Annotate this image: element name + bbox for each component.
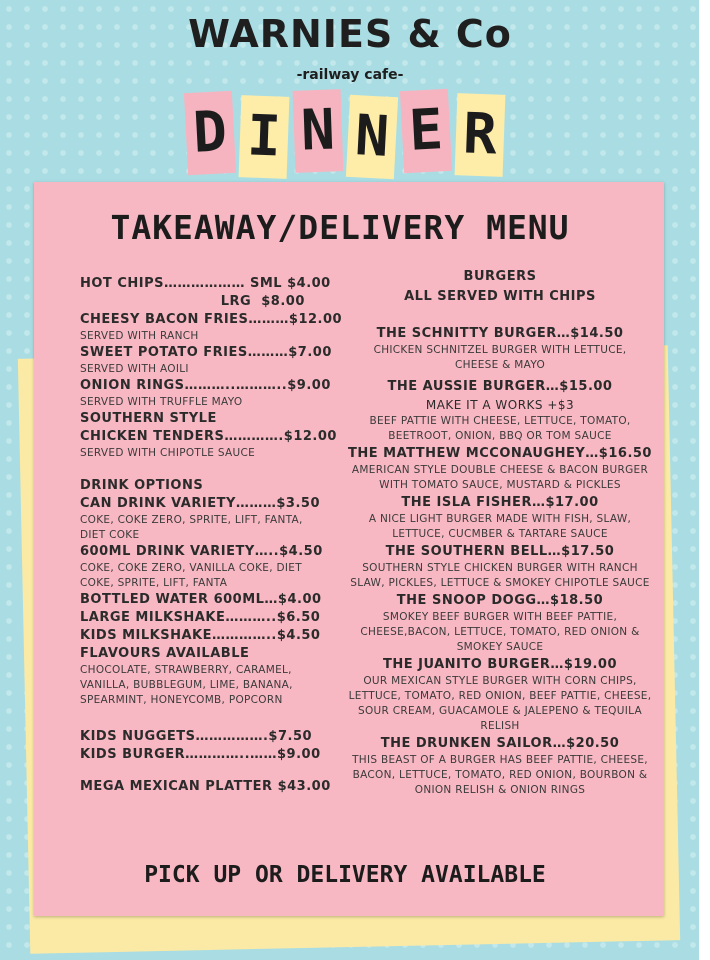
menu-item-name: CHICKEN TENDERS………….$12.00	[80, 429, 337, 444]
drink-item-desc: COKE, COKE ZERO, VANILLA COKE, DIET COKE, SPRITE, LIFT, FANTA	[80, 562, 302, 589]
dinner-letter-tile: E	[400, 89, 452, 173]
burger-desc: BEEF PATTIE WITH CHEESE, LETTUCE, TOMATO, BEETROOT, ONION, BBQ OR TOM SAUCE	[369, 415, 631, 442]
burger-name: THE DRUNKEN SAILOR…$20.50	[380, 736, 620, 751]
menu-item-desc: SERVED WITH TRUFFLE MAYO	[80, 396, 243, 408]
dinner-letter-tile: R	[455, 93, 506, 177]
burger-name: THE AUSSIE BURGER…$15.00	[387, 379, 613, 394]
footer-banner: PICK UP OR DELIVERY AVAILABLE	[144, 862, 546, 888]
spacer	[80, 764, 340, 778]
drink-item-desc: COKE, COKE ZERO, SPRITE, LIFT, FANTA, DIET COKE	[80, 514, 303, 541]
burger-name: THE ISLA FISHER…$17.00	[401, 495, 599, 510]
drink-item-name: CAN DRINK VARIETY………$3.50	[80, 496, 320, 511]
menu-item-desc: SERVED WITH AOILI	[80, 363, 189, 375]
burger-name: THE SOUTHERN BELL…$17.50	[385, 544, 615, 559]
menu-item-desc: SERVED WITH CHIPOTLE SAUCE	[80, 447, 256, 459]
burger-upgrade: MAKE IT A WORKS +$3	[425, 398, 575, 412]
dinner-letter-tile: N	[346, 95, 398, 179]
burger-desc: CHICKEN SCHNITZEL BURGER WITH LETTUCE, CHEESE & MAYO	[373, 344, 627, 371]
burger-desc: SOUTHERN STYLE CHICKEN BURGER WITH RANCH SLAW, PICKLES, LETTUCE & SMOKEY CHIPOTLE SAUCE	[350, 562, 650, 589]
menu-item-name: LRG $8.00	[80, 294, 305, 309]
burger-desc: OUR MEXICAN STYLE BURGER WITH CORN CHIPS, LETTUCE, TOMATO, RED ONION, BEEF PATTIE, CHEESE, SOUR CREAM, GUACAMOLE & JALEPENO & TEQUILA RELISH	[348, 675, 652, 732]
kids-item-name: KIDS NUGGETS…………….$7.50	[80, 729, 313, 744]
sides-and-drinks-column	[80, 275, 343, 796]
drink-item-name: LARGE MILKSHAKE………..$6.50	[80, 610, 321, 625]
flavours-list: CHOCOLATE, STRAWBERRY, CARAMEL, VANILLA, BUBBLEGUM, LIME, BANANA, SPEARMINT, HONEYCOMB, POPCORN	[80, 664, 293, 706]
dinner-letter-tile: N	[293, 89, 344, 173]
flavours-heading: FLAVOURS AVAILABLE	[80, 646, 250, 661]
menu-title: TAKEAWAY/DELIVERY MENU	[110, 208, 570, 247]
menu-item-desc: SERVED WITH RANCH	[80, 330, 199, 342]
burger-name: THE SCHNITTY BURGER…$14.50	[376, 326, 624, 341]
drinks-heading: DRINK OPTIONS	[80, 478, 204, 493]
kids-item-name: KIDS BURGER…………..……$9.00	[80, 747, 321, 762]
spacer	[80, 708, 340, 728]
menu-item-name: SOUTHERN STYLE	[80, 411, 217, 426]
cafe-name: WARNIES & Co	[188, 12, 512, 56]
menu-item-name: CHEESY BACON FRIES………$12.00	[80, 312, 343, 327]
drink-item-name: KIDS MILKSHAKE…………..$4.50	[80, 628, 321, 643]
burgers-column	[335, 267, 665, 798]
drink-item-name: 600ML DRINK VARIETY…..$4.50	[80, 544, 323, 559]
menu-item-name: HOT CHIPS……………… SML $4.00	[80, 276, 331, 291]
burger-name: THE SNOOP DOGG…$18.50	[396, 593, 604, 608]
menu-item-name: ONION RINGS………..………..$9.00	[80, 378, 331, 393]
burger-desc: AMERICAN STYLE DOUBLE CHEESE & BACON BURGER WITH TOMATO SAUCE, MUSTARD & PICKLES	[351, 464, 649, 491]
menu-item-name: SWEET POTATO FRIES………$7.00	[80, 345, 332, 360]
page-edge	[699, 0, 710, 960]
burger-name: THE MATTHEW MCCONAUGHEY…$16.50	[348, 446, 652, 461]
burgers-heading: BURGERS	[463, 269, 537, 284]
platter-item-name: MEGA MEXICAN PLATTER $43.00	[80, 779, 331, 794]
dinner-letter-tile: I	[239, 95, 290, 179]
dinner-letter-tile: D	[184, 91, 236, 175]
burgers-subheading: ALL SERVED WITH CHIPS	[404, 289, 596, 304]
drink-item-name: BOTTLED WATER 600ML…$4.00	[80, 592, 322, 607]
spacer	[80, 461, 340, 477]
burger-name: THE JUANITO BURGER…$19.00	[382, 657, 618, 672]
burger-desc: SMOKEY BEEF BURGER WITH BEEF PATTIE, CHEESE,BACON, LETTUCE, TOMATO, RED ONION & SMOKEY SAUCE	[360, 611, 640, 653]
cafe-tagline: -railway cafe-	[296, 67, 404, 83]
burger-desc: THIS BEAST OF A BURGER HAS BEEF PATTIE, CHEESE, BACON, LETTUCE, TOMATO, RED ONION, BOURBON & ONION RELISH & ONION RINGS	[352, 754, 648, 796]
spacer	[335, 307, 665, 324]
burger-desc: A NICE LIGHT BURGER MADE WITH FISH, SLAW, LETTUCE, CUCMBER & TARTARE SAUCE	[368, 513, 632, 540]
